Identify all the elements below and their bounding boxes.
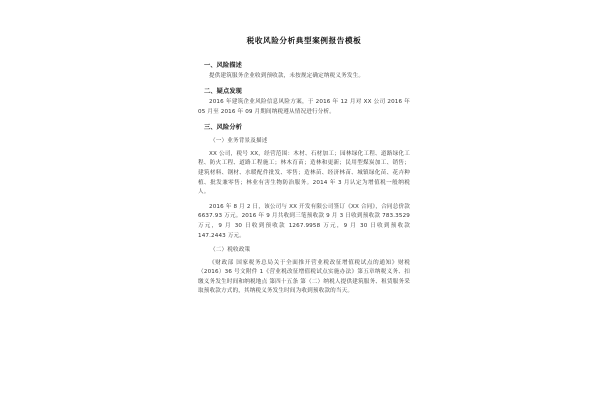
paragraph: 2016 年建筑企业风险信息风险方案，于 2016 年 12 月对 XX 公司 2016 年 05 月至 2016 年 09 月期间纳税遵从情况进行分析。: [198, 99, 410, 115]
section-heading-suspicion-found: 二、疑点发现: [204, 87, 243, 95]
section-heading-risk-analysis: 三、风险分析: [204, 123, 243, 131]
document-body: [198, 36, 410, 302]
paragraph: 2016 年 8 月 2 日，该公司与 XX 开发有限公司签订《XX 合同》，合同总价款 6637.93 万元。2016 年 9 月共收到三笔预收款 9 月 3 日收到预收款 783.3529 万元，9 月 30 日收到预收款 1267.9958 万元，9 月 30 日收到预收款 147.2443 万元。: [198, 203, 410, 239]
paragraph: XX 公司，税号 XX，经营范围：木材、石材加工；园林绿化工程、道路绿化工程、防火工程、道路工程施工；林木育苗；造林和更新；民用型煤炭加工、销售；建筑材料、钢材、水暖配件批发、零售；造林苗、经济林苗、城镇绿化苗、花卉种植、批发兼零售；林业有害生物防治服务。2014 年 3 月认定为增值税一般纳税人。: [198, 150, 410, 196]
section-heading-risk-description: 一、风险描述: [204, 61, 243, 69]
paragraph: 提供建筑服务企业收到预收款，未按规定确定纳税义务发生。: [209, 73, 365, 80]
subsection-heading-business-background: （一）业务背景及描述: [210, 138, 268, 145]
document-title: 税收风险分析典型案例报告模板: [246, 36, 362, 45]
paragraph: 《财政部 国家税务总局关于全面推开营业税改征增值税试点的通知》财税（2016）36 号文附件 1《营业税改征增值税试点实施办法》第五章纳税义务、扣缴义务发生时间和纳税地点 第四十五条 第（二）纳税人提供建筑服务、租赁服务采取预收款方式的，其纳税义务发生时间为收到预收款的当天。: [198, 259, 410, 295]
subsection-heading-tax-policy: （二）税收政策: [210, 247, 251, 254]
